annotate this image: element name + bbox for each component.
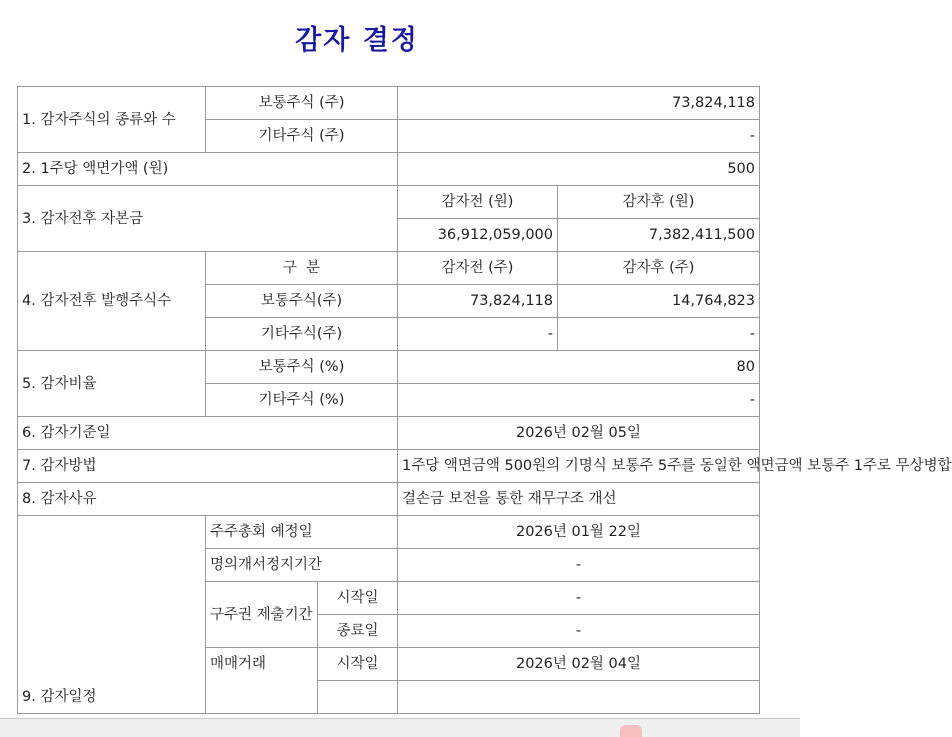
record-date-value: 2026년 02월 05일 (398, 417, 760, 450)
table-row (18, 186, 760, 219)
row-label-par-value: 2. 1주당 액면가액 (원) (18, 153, 398, 186)
meeting-date-label: 주주총회 예정일 (206, 516, 398, 549)
table-row (18, 483, 760, 516)
table-row (18, 153, 760, 186)
trading-blank-value (398, 681, 760, 714)
row-label-schedule: 9. 감자일정 (18, 516, 206, 714)
suspension-period-value: - (398, 549, 760, 582)
other-shares-label: 기타주식 (주) (206, 120, 398, 153)
row-label-reduction-ratio: 5. 감자비율 (18, 351, 206, 417)
capital-after-value: 7,382,411,500 (558, 219, 760, 252)
issued-other-after: - (558, 318, 760, 351)
common-shares-value: 73,824,118 (398, 87, 760, 120)
table-row (18, 87, 760, 120)
issued-common-label: 보통주식(주) (206, 285, 398, 318)
issued-common-after: 14,764,823 (558, 285, 760, 318)
method-value: 1주당 액면금액 500원의 기명식 보통주 5주를 동일한 액면금액 보통주 1주로 무상병합 (398, 450, 760, 483)
category-header: 구 분 (206, 252, 398, 285)
document-title: 감자 결정 (295, 25, 419, 56)
table-row (18, 516, 760, 549)
meeting-date-value: 2026년 01월 22일 (398, 516, 760, 549)
table-row (18, 351, 760, 384)
capital-after-header: 감자후 (원) (558, 186, 760, 219)
row-label-record-date: 6. 감자기준일 (18, 417, 398, 450)
ratio-other-value: - (398, 384, 760, 417)
par-value: 500 (398, 153, 760, 186)
ratio-common-value: 80 (398, 351, 760, 384)
ratio-other-label: 기타주식 (%) (206, 384, 398, 417)
row-label-reduction-shares: 1. 감자주식의 종류와 수 (18, 87, 206, 153)
issued-other-before: - (398, 318, 558, 351)
ratio-common-label: 보통주식 (%) (206, 351, 398, 384)
shares-before-header: 감자전 (주) (398, 252, 558, 285)
reason-value: 결손금 보전을 통한 재무구조 개선 (398, 483, 760, 516)
capital-reduction-table (17, 86, 952, 714)
issued-other-label: 기타주식(주) (206, 318, 398, 351)
capital-before-value: 36,912,059,000 (398, 219, 558, 252)
common-shares-label: 보통주식 (주) (206, 87, 398, 120)
row-label-method: 7. 감자방법 (18, 450, 398, 483)
row-label-capital: 3. 감자전후 자본금 (18, 186, 398, 252)
window-status-bar (0, 718, 800, 737)
trading-start-label: 시작일 (318, 648, 398, 681)
capital-before-header: 감자전 (원) (398, 186, 558, 219)
trading-blank-cell (318, 681, 398, 714)
issued-common-before: 73,824,118 (398, 285, 558, 318)
table-row (18, 450, 760, 483)
shares-after-header: 감자후 (주) (558, 252, 760, 285)
row-label-reason: 8. 감자사유 (18, 483, 398, 516)
status-indicator-icon (620, 725, 642, 737)
suspension-period-label: 명의개서정지기간 (206, 549, 398, 582)
certificate-end-value: - (398, 615, 760, 648)
table-row (18, 252, 760, 285)
trading-label: 매매거래 (206, 648, 318, 714)
certificate-end-label: 종료일 (318, 615, 398, 648)
row-label-issued-shares: 4. 감자전후 발행주식수 (18, 252, 206, 351)
certificate-start-value: - (398, 582, 760, 615)
trading-start-value: 2026년 02월 04일 (398, 648, 760, 681)
other-shares-value: - (398, 120, 760, 153)
certificate-start-label: 시작일 (318, 582, 398, 615)
certificate-period-label: 구주권 제출기간 (206, 582, 318, 648)
table-row (18, 417, 760, 450)
